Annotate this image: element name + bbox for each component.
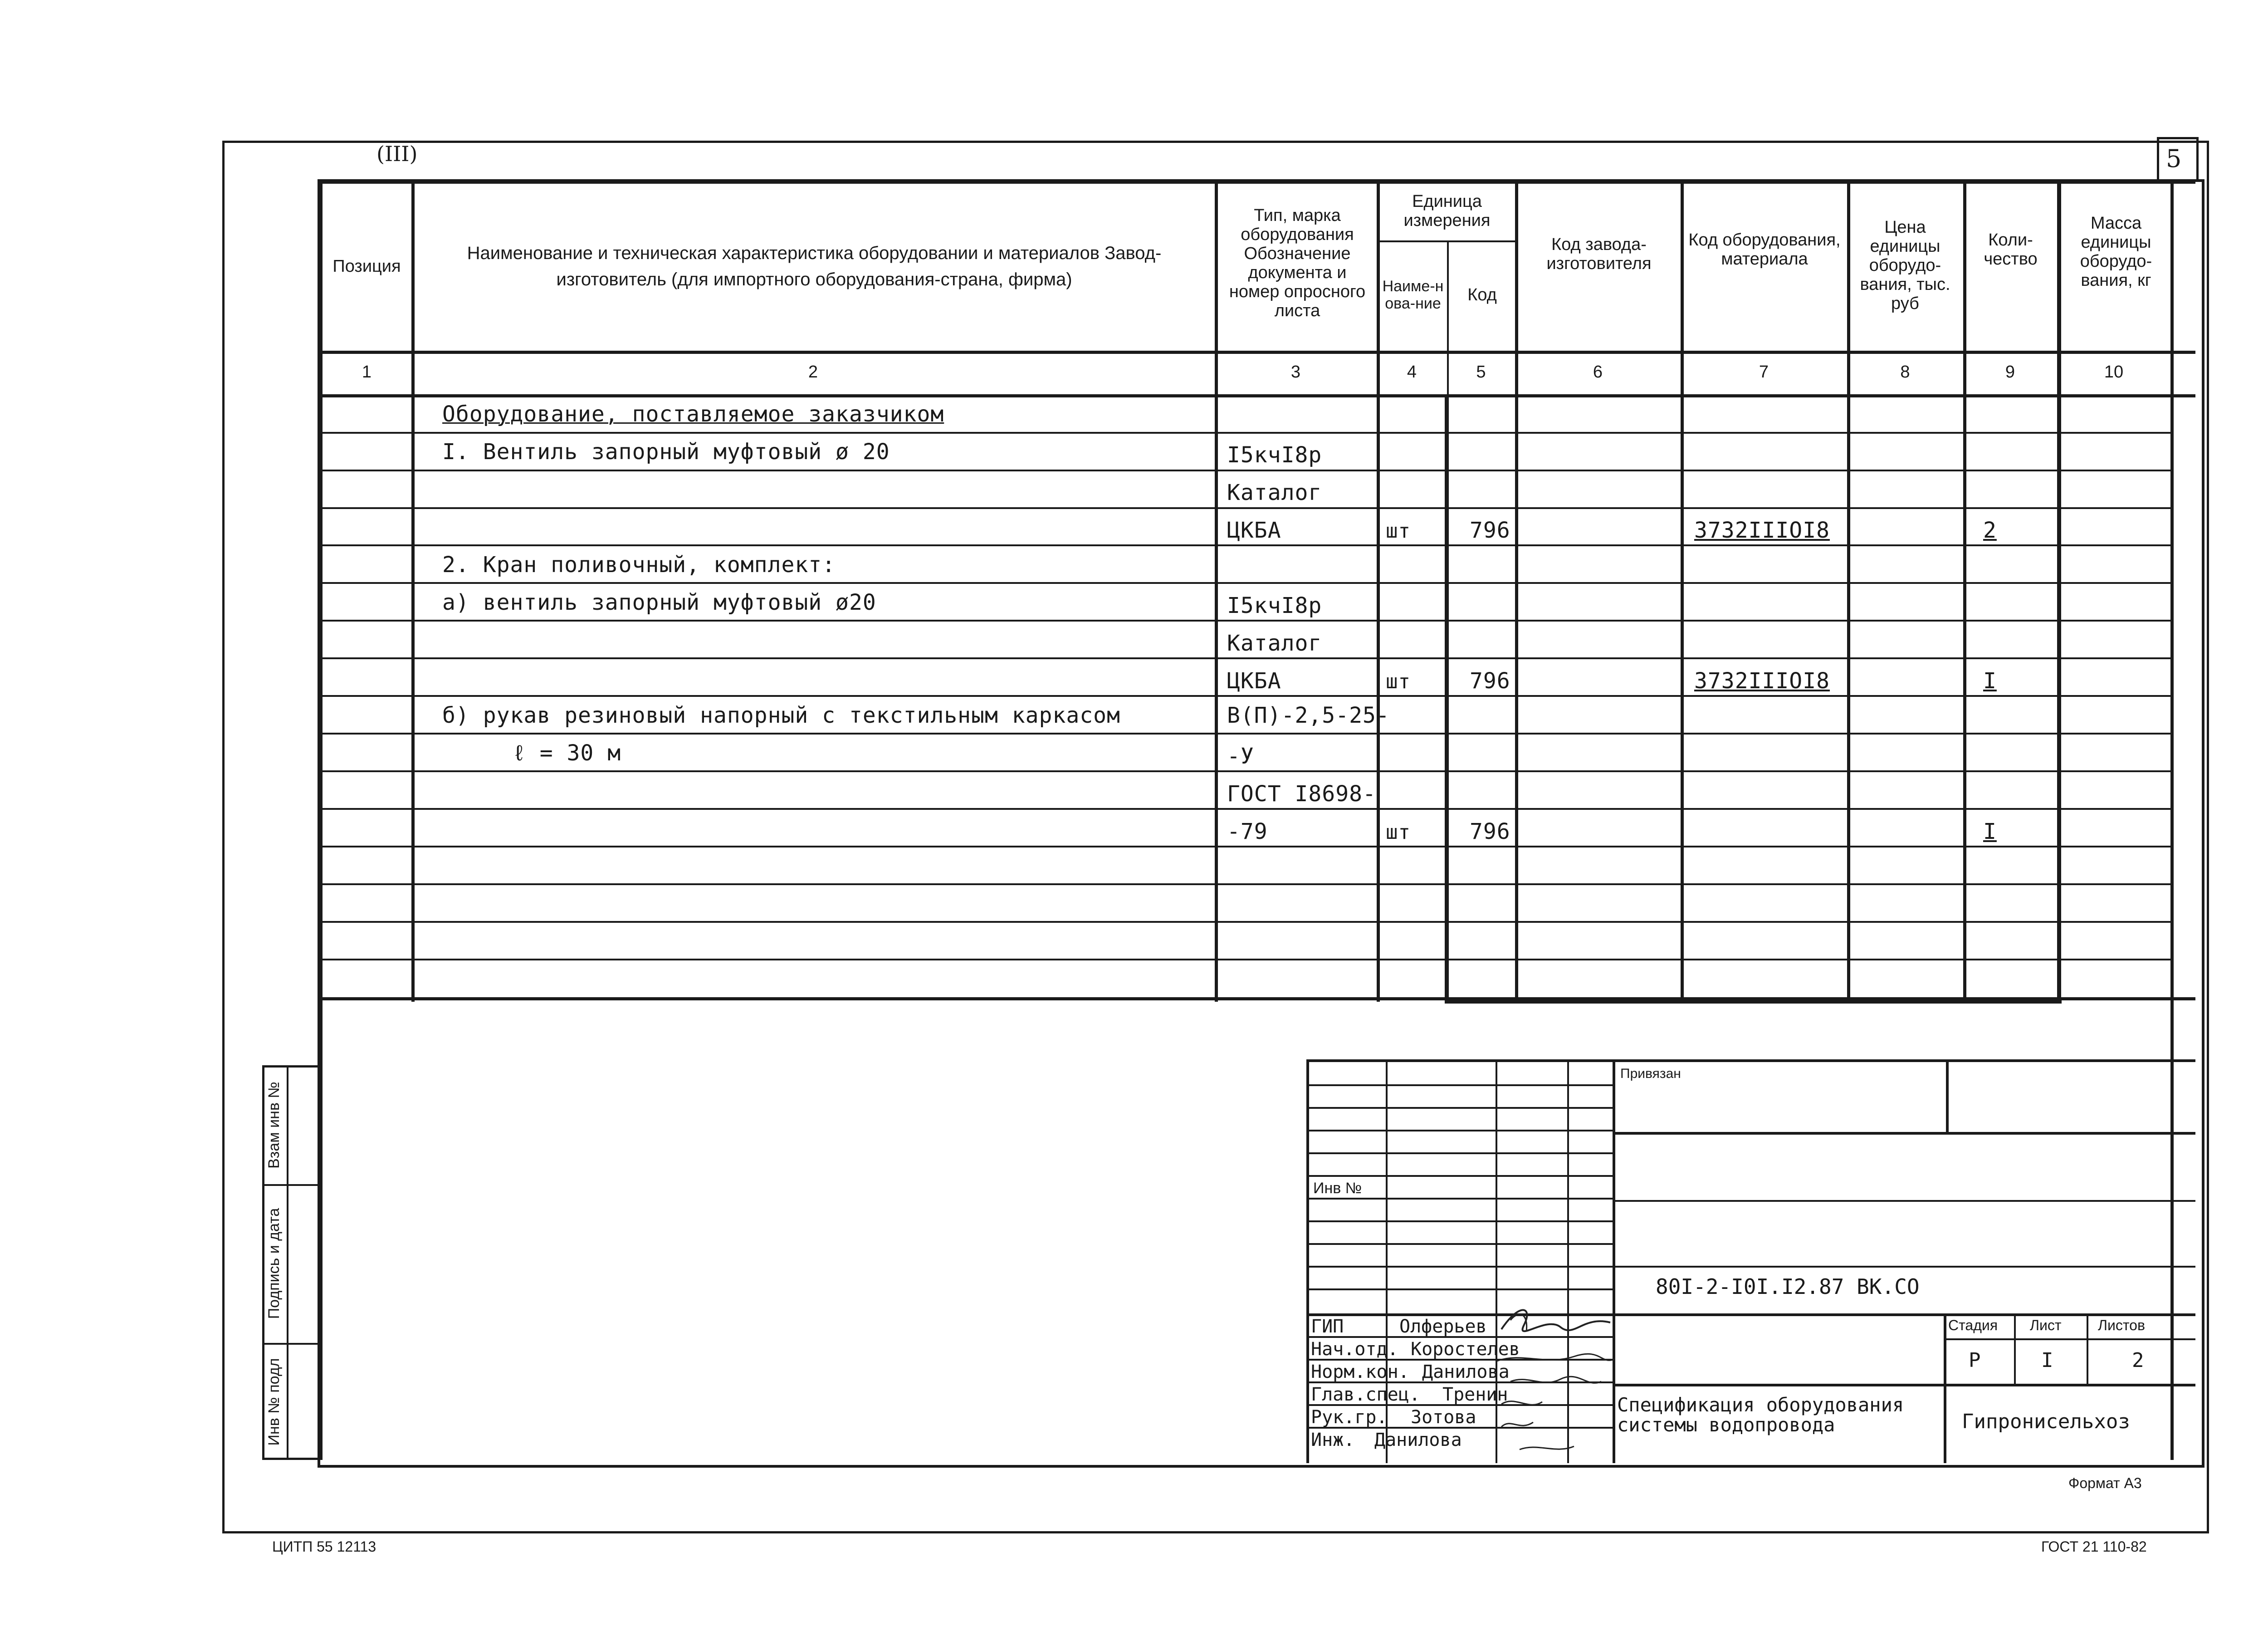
col-line-6 — [1515, 181, 1518, 1002]
stadia-value: Р — [1969, 1349, 1981, 1372]
col-num-1: 1 — [362, 362, 372, 382]
col-num-4: 4 — [1407, 362, 1417, 382]
role-glav-spec: Глав.спец. — [1311, 1384, 1420, 1405]
row7-quantity: I — [1983, 668, 1997, 694]
row10-type: ГОСТ I8698- — [1227, 781, 1376, 807]
row5-name: а) вентиль запорный муфтовый ø20 — [442, 590, 876, 615]
row3-type: ЦКБА — [1227, 518, 1281, 543]
col-num-9: 9 — [2005, 362, 2015, 382]
col-num-8: 8 — [1900, 362, 1910, 382]
role-ruk-gr: Рук.гр. — [1311, 1407, 1388, 1428]
privyazan-label: Привязан — [1620, 1066, 1681, 1081]
row1-name: I. Вентиль запорный муфтовый ø 20 — [442, 439, 890, 465]
corner-mark: (III) — [376, 142, 418, 166]
row8-type: В(П)-2,5-25- — [1227, 703, 1390, 728]
row11-unit: шт — [1386, 821, 1411, 844]
role-gip: ГИП — [1311, 1316, 1344, 1337]
header-mass: Масса единицы оборудо-вания, кг — [2080, 214, 2152, 290]
row9-name: ℓ = 30 м — [513, 740, 621, 766]
row6-type: Каталог — [1227, 631, 1322, 656]
side-stamp-divider — [287, 1065, 288, 1460]
row2-type: Каталог — [1227, 480, 1322, 505]
header-position: Позиция — [332, 256, 401, 276]
row7-material: 3732IIIOI8 — [1694, 668, 1830, 694]
list-label: Лист — [2030, 1317, 2062, 1333]
row4-name: 2. Кран поливочный, комплект: — [442, 552, 836, 578]
row7-unit: шт — [1386, 670, 1411, 693]
header-material-code: Код оборудования, материала — [1688, 230, 1841, 269]
row11-type: -79 — [1227, 819, 1268, 844]
col-num-7: 7 — [1759, 362, 1769, 382]
listov-value: 2 — [2132, 1349, 2144, 1372]
name-nach-otd: Коростелев — [1411, 1339, 1520, 1360]
role-norm-kon: Норм.кон. — [1311, 1362, 1409, 1382]
col-num-10: 10 — [2104, 362, 2124, 382]
col-num-2: 2 — [808, 362, 818, 382]
col-num-5: 5 — [1476, 362, 1486, 382]
inv-no-label: Инв № — [1313, 1180, 1362, 1197]
numbers-row-bottom-line — [318, 394, 2195, 397]
header-unit-group-title: Единица измерения — [1403, 192, 1491, 230]
name-glav-spec: Тренин — [1442, 1384, 1508, 1405]
side-stamp-row2 — [262, 1343, 320, 1345]
header-factory-code: Код завода-изготовителя — [1546, 235, 1652, 273]
row5-type: I5кчI8р — [1227, 593, 1322, 618]
document-title: Спецификация оборудования системы водопровода — [1617, 1394, 1904, 1436]
header-bottom-line — [318, 351, 2195, 354]
header-code: Код — [1467, 285, 1497, 304]
row11-quantity: I — [1983, 819, 1997, 844]
header-type: Тип, марка оборудования Обозначение документа и номер опросного листа — [1229, 206, 1366, 320]
list-value: I — [2041, 1349, 2053, 1372]
col-line-9 — [1963, 181, 1966, 1002]
document-code: 80I-2-I0I.I2.87 ВК.СО — [1656, 1274, 1920, 1299]
section-title: Оборудование, поставляемое заказчиком — [442, 402, 944, 427]
stadia-label: Стадия — [1948, 1317, 1998, 1333]
name-gip: Олферьев — [1399, 1316, 1487, 1337]
bottom-right-code: ГОСТ 21 110-82 — [2041, 1538, 2147, 1555]
row7-code: 796 — [1470, 668, 1510, 694]
side-vzam-label: Взам инв № — [265, 1082, 283, 1169]
row3-code: 796 — [1470, 518, 1510, 543]
col-line-7 — [1681, 181, 1684, 1002]
organization: Гипронисельхоз — [1962, 1410, 2130, 1433]
name-inzh: Данилова — [1374, 1430, 1462, 1450]
row7-type: ЦКБА — [1227, 668, 1281, 694]
header-name: Наименование и техническая характеристика оборудовании и материалов Завод-изготовитель (для импортного оборудования-страна, фирма) — [467, 243, 1162, 289]
signature-scribbles — [1492, 1298, 1624, 1461]
row8-name: б) рукав резиновый напорный с текстильным каркасом — [442, 703, 1120, 728]
col-num-6: 6 — [1593, 362, 1603, 382]
col-line-2 — [411, 181, 415, 1002]
col-line-5b — [1445, 394, 1449, 1002]
bottom-left-code: ЦИТП 55 12113 — [272, 1538, 376, 1555]
row3-unit: шт — [1386, 519, 1411, 543]
side-podpis-label: Подпись и дата — [265, 1208, 283, 1319]
row1-type: I5кчI8р — [1227, 442, 1322, 468]
row3-material: 3732IIIOI8 — [1694, 518, 1830, 543]
row9-type: -У — [1227, 744, 1254, 769]
name-ruk-gr: Зотова — [1411, 1407, 1476, 1428]
header-price: Цена единицы оборудо-вания, тыс. руб — [1860, 218, 1950, 313]
role-inzh: Инж. — [1311, 1430, 1355, 1450]
name-norm-kon: Данилова — [1422, 1362, 1510, 1382]
row3-quantity: 2 — [1983, 518, 1997, 543]
role-nach-otd: Нач.отд. — [1311, 1339, 1398, 1360]
format-label: Формат А3 — [2068, 1475, 2142, 1491]
col-line-10 — [2057, 181, 2061, 1002]
row11-code: 796 — [1470, 819, 1510, 844]
col-line-3 — [1215, 181, 1218, 1002]
unit-group-line — [1377, 240, 1515, 242]
col-line-8 — [1847, 181, 1850, 1002]
page-number: 5 — [2166, 144, 2182, 173]
header-unit-group: Наиме-нова-ние — [1382, 278, 1444, 312]
col-num-3: 3 — [1290, 362, 1301, 382]
header-quantity: Коли-чество — [1984, 230, 2038, 269]
side-inv-podl-label: Инв № подл — [265, 1358, 283, 1446]
listov-label: Листов — [2098, 1317, 2145, 1333]
